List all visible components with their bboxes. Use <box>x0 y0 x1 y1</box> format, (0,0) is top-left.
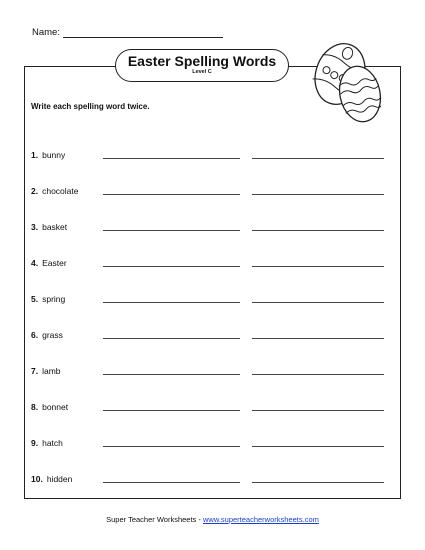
word-row <box>0 222 425 236</box>
word-text: lamb <box>42 366 61 376</box>
word-row <box>0 294 425 308</box>
word-text: spring <box>42 294 66 304</box>
word-number: 3. <box>31 222 39 232</box>
name-field <box>32 27 223 38</box>
write-line-second[interactable] <box>252 266 384 267</box>
write-line-first[interactable] <box>103 374 240 375</box>
word-label <box>31 402 68 412</box>
footer-link[interactable]: www.superteacherworksheets.com <box>202 515 319 524</box>
word-text: chocolate <box>42 186 79 196</box>
name-line[interactable] <box>63 28 223 38</box>
word-label <box>31 186 78 196</box>
write-line-second[interactable] <box>252 302 384 303</box>
easter-eggs-icon <box>300 32 390 132</box>
word-label <box>31 474 72 484</box>
write-line-first[interactable] <box>103 482 240 483</box>
word-number: 9. <box>31 438 39 448</box>
write-line-second[interactable] <box>252 482 384 483</box>
name-label: Name: <box>32 27 60 38</box>
word-number: 7. <box>31 366 39 376</box>
word-label <box>31 330 63 340</box>
write-line-first[interactable] <box>103 266 240 267</box>
word-row <box>0 150 425 164</box>
write-line-first[interactable] <box>103 302 240 303</box>
level-label: Level C <box>192 69 212 75</box>
write-line-second[interactable] <box>252 194 384 195</box>
footer-separator: - <box>196 515 203 524</box>
footer-brand: Super Teacher Worksheets <box>106 515 197 524</box>
word-number: 1. <box>31 150 39 160</box>
word-text: bonnet <box>42 402 69 412</box>
write-line-second[interactable] <box>252 410 384 411</box>
word-text: grass <box>42 330 63 340</box>
word-text: bunny <box>42 150 66 160</box>
write-line-first[interactable] <box>103 338 240 339</box>
title-banner <box>115 49 289 82</box>
footer <box>0 515 425 524</box>
word-row <box>0 186 425 200</box>
word-text: Easter <box>42 258 67 268</box>
write-line-second[interactable] <box>252 338 384 339</box>
word-number: 2. <box>31 186 39 196</box>
write-line-first[interactable] <box>103 230 240 231</box>
word-row <box>0 438 425 452</box>
write-line-second[interactable] <box>252 158 384 159</box>
word-text: hidden <box>46 474 73 484</box>
word-row <box>0 366 425 380</box>
word-row <box>0 330 425 344</box>
instructions: Write each spelling word twice. <box>31 102 150 111</box>
write-line-second[interactable] <box>252 230 384 231</box>
word-row <box>0 474 425 488</box>
word-label <box>31 366 61 376</box>
write-line-first[interactable] <box>103 194 240 195</box>
word-number: 6. <box>31 330 39 340</box>
word-text: hatch <box>42 438 63 448</box>
page-title: Easter Spelling Words <box>127 53 277 69</box>
word-number: 8. <box>31 402 39 412</box>
word-label <box>31 222 67 232</box>
word-label <box>31 294 65 304</box>
word-row <box>0 402 425 416</box>
write-line-first[interactable] <box>103 410 240 411</box>
write-line-second[interactable] <box>252 446 384 447</box>
word-text: basket <box>42 222 68 232</box>
word-number: 5. <box>31 294 39 304</box>
word-label <box>31 150 65 160</box>
write-line-second[interactable] <box>252 374 384 375</box>
word-number: 10. <box>31 474 43 484</box>
write-line-first[interactable] <box>103 446 240 447</box>
word-label <box>31 438 63 448</box>
write-line-first[interactable] <box>103 158 240 159</box>
word-label <box>31 258 67 268</box>
word-row <box>0 258 425 272</box>
word-number: 4. <box>31 258 39 268</box>
